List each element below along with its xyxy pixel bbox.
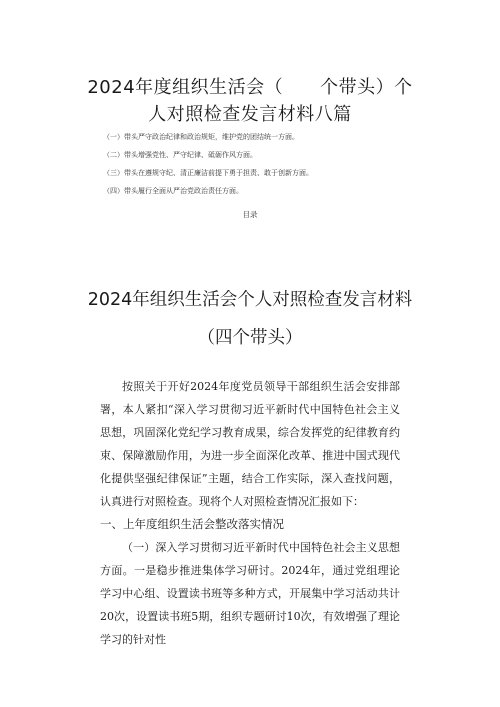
- document-title-line-1: 2024年度组织生活会（ 个带头）个: [87, 77, 413, 98]
- toc-item[interactable]: （一）带头严守政治纪律和政治规矩，维护党的团结统一方面。: [103, 133, 299, 141]
- document-body: [100, 375, 400, 651]
- main-title-line-2: （四个带头）: [197, 328, 303, 348]
- main-title-line-1: 2024年组织生活会个人对照检查发言材料: [87, 290, 413, 310]
- toc-heading: 目录: [242, 210, 258, 219]
- table-of-contents: [103, 133, 433, 205]
- toc-item[interactable]: （四）带头履行全面从严治党政治责任方面。: [103, 187, 243, 195]
- toc-item[interactable]: （三）带头在遵规守纪、清正廉洁前提下勇于担责、敢于创新方面。: [103, 169, 313, 177]
- document-title-line-2: 人对照检查发言材料八篇: [148, 104, 352, 125]
- section-heading: 一、上年度组织生活会整改落实情况: [100, 517, 284, 531]
- toc-item[interactable]: （二）带头增强党性、严守纪律、砥砺作风方面。: [103, 151, 257, 159]
- section-paragraph: （一）深入学习贯彻习近平新时代中国特色社会主义思想方面。一是稳步推进集体学习研讨。2024年，通过党组理论学习中心组、设置读书班等多种方式，开展集中学习活动共计20次，设置读书班5期，组织专题研讨10次，有效增强了理论学习的针对性: [100, 541, 400, 646]
- intro-paragraph: 按照关于开好2024年度党员领导干部组织生活会安排部署，本人紧扣“深入学习贯彻习近平新时代中国特色社会主义思想，巩固深化党纪学习教育成果，综合发挥党的纪律教育约束、保障激励作用，为进一步全面深化改革、推进中国式现代化提供坚强纪律保证”主题，结合工作实际，深入查找问题，认真进行对照检查。现将个人对照检查情况汇报如下：: [100, 380, 400, 508]
